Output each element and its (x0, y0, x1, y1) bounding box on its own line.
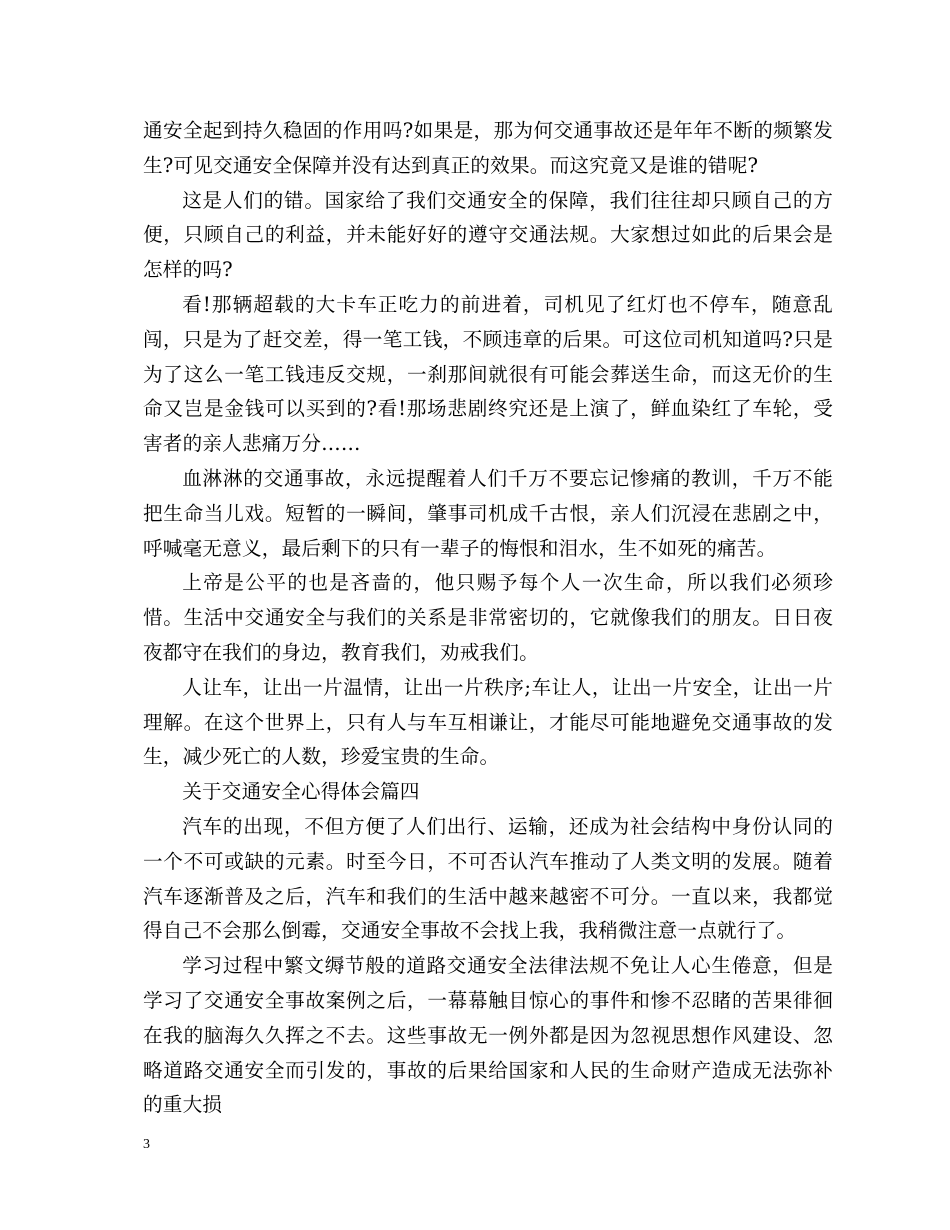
paragraph-6: 人让车，让出一片温情，让出一片秩序;车让人，让出一片安全，让出一片理解。在这个世界上，只有人与车互相谦让，才能尽可能地避免交通事故的发生，减少死亡的人数，珍爱宝贵的生命。 (143, 675, 833, 769)
page-number: 3 (143, 1137, 150, 1152)
paragraph-5: 上帝是公平的也是吝啬的，他只赐予每个人一次生命，所以我们必须珍惜。生活中交通安全与我们的关系是非常密切的，它就像我们的朋友。日日夜夜都守在我们的身边，教育我们，劝戒我们。 (143, 571, 833, 664)
paragraph-4: 血淋淋的交通事故，永远提醒着人们千万不要忘记惨痛的教训，千万不能把生命当儿戏。短暂的一瞬间，肇事司机成千古恨，亲人们沉浸在悲剧之中，呼喊毫无意义，最后剩下的只有一辈子的悔恨和泪水，生不如死的痛苦。 (143, 466, 833, 560)
paragraph-8: 学习过程中繁文缛节般的道路交通安全法律法规不免让人心生倦意，但是学习了交通安全事故案例之后，一幕幕触目惊心的事件和惨不忍睹的苦果徘徊在我的脑海久久挥之不去。这些事故无一例外都是因为忽视思想作风建设、忽略道路交通安全而引发的，事故的后果给国家和人民的生命财产造成无法弥补的重大损 (143, 954, 833, 1117)
paragraph-3: 看!那辆超载的大卡车正吃力的前进着，司机见了红灯也不停车，随意乱闯，只是为了赶交差，得一笔工钱，不顾违章的后果。可这位司机知道吗?只是为了这么一笔工钱违反交规，一刹那间就很有可能会葬送生命，而这无价的生命又岂是金钱可以买到的?看!那场悲剧终究还是上演了，鲜血染红了车轮，受害者的亲人悲痛万分…… (143, 292, 833, 456)
paragraph-2: 这是人们的错。国家给了我们交通安全的保障，我们往往却只顾自己的方便，只顾自己的利益，并未能好好的遵守交通法规。大家想过如此的后果会是怎样的吗? (143, 188, 833, 282)
paragraph-7: 汽车的出现，不但方便了人们出行、运输，还成为社会结构中身份认同的一个不可或缺的元素。时至今日，不可否认汽车推动了人类文明的发展。随着汽车逐渐普及之后，汽车和我们的生活中越来越密不可分。一直以来，我都觉得自己不会那么倒霉，交通安全事故不会找上我，我稍微注意一点就行了。 (143, 814, 833, 943)
document-body (143, 114, 833, 1123)
section-heading: 关于交通安全心得体会篇四 (182, 780, 420, 804)
paragraph-1: 通安全起到持久稳固的作用吗?如果是，那为何交通事故还是年年不断的频繁发生?可见交通安全保障并没有达到真正的效果。而这究竟又是谁的错呢? (143, 119, 833, 177)
